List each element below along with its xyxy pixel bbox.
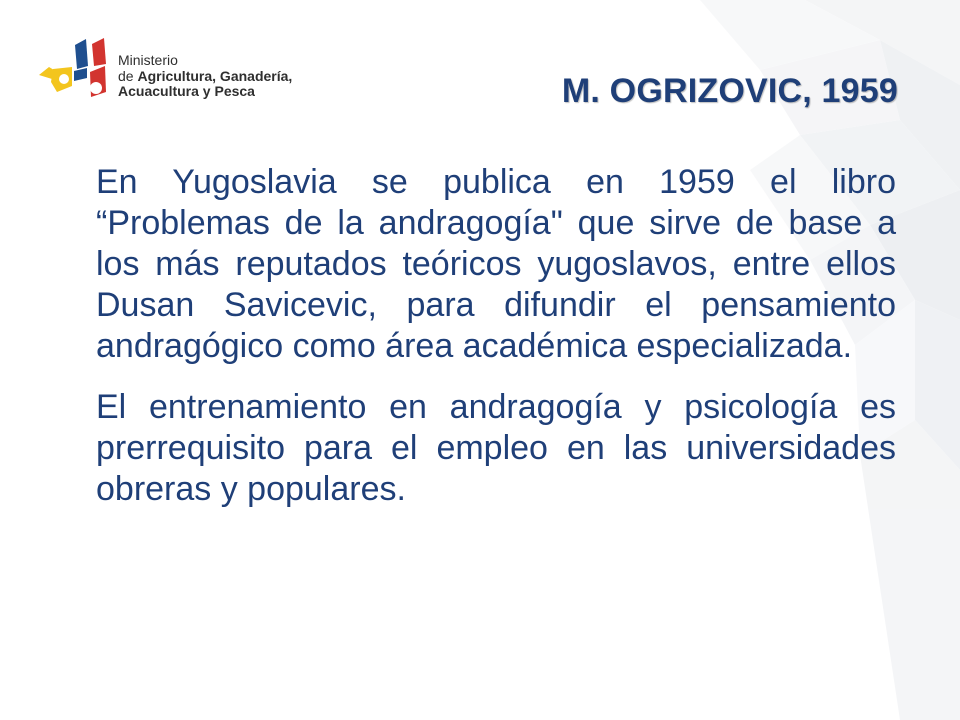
- logo-line2-bold: Agricultura, Ganadería,: [137, 67, 293, 84]
- paragraph-2: El entrenamiento en andragogía y psicología es prerrequisito para el empleo en las universidades obreras y populares.: [96, 388, 896, 508]
- ministry-logo-text: [118, 53, 292, 100]
- ministry-logo: [36, 36, 326, 120]
- logo-line2-prefix: de: [118, 67, 138, 84]
- ministry-emblem-icon: [36, 36, 120, 120]
- logo-line-agriculture: [118, 69, 292, 85]
- slide-content: [96, 162, 896, 530]
- logo-line-aquaculture: Acuacultura y Pesca: [118, 83, 255, 100]
- logo-line-ministerio: Ministerio: [118, 52, 178, 68]
- paragraph-1: En Yugoslavia se publica en 1959 el libro “Problemas de la andragogía" que sirve de base a los más reputados teóricos yugoslavos, entre ellos Dusan Savicevic, para difundir el pensamiento andragógico como área académica especializada.: [96, 163, 896, 365]
- slide-title: M. OGRIZOVIC, 1959: [561, 72, 898, 110]
